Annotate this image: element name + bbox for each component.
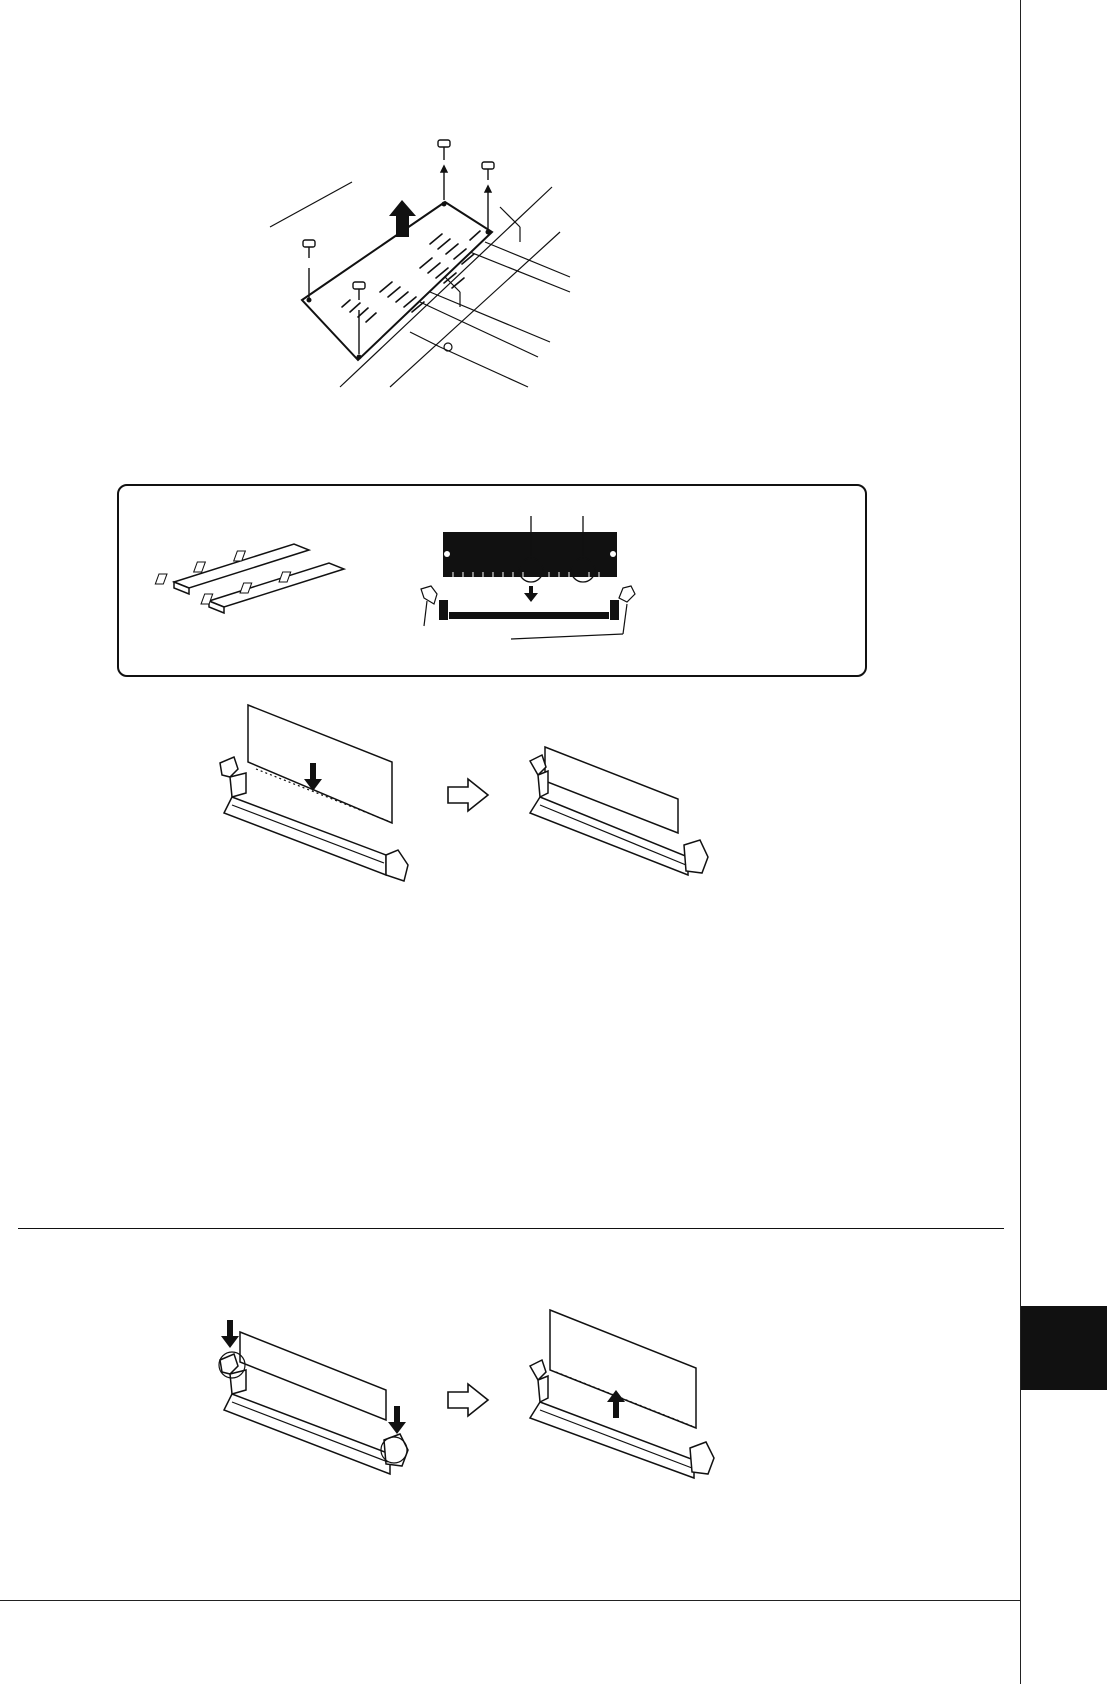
memory-orientation-box (117, 484, 867, 677)
slot-icon (439, 600, 619, 620)
cover-removal-figure (270, 132, 570, 392)
memory-removal-figure (208, 1310, 728, 1480)
footer-rule (0, 1600, 1020, 1601)
down-arrow-icon (524, 586, 538, 602)
next-step-arrow-icon (448, 1384, 488, 1416)
memory-insertion-figure (208, 705, 728, 885)
memory-module-icon (174, 544, 344, 613)
section-divider (18, 1228, 1004, 1229)
chapter-tab (1021, 1306, 1107, 1390)
module-front-view (443, 532, 617, 577)
next-step-arrow-icon (448, 779, 488, 811)
